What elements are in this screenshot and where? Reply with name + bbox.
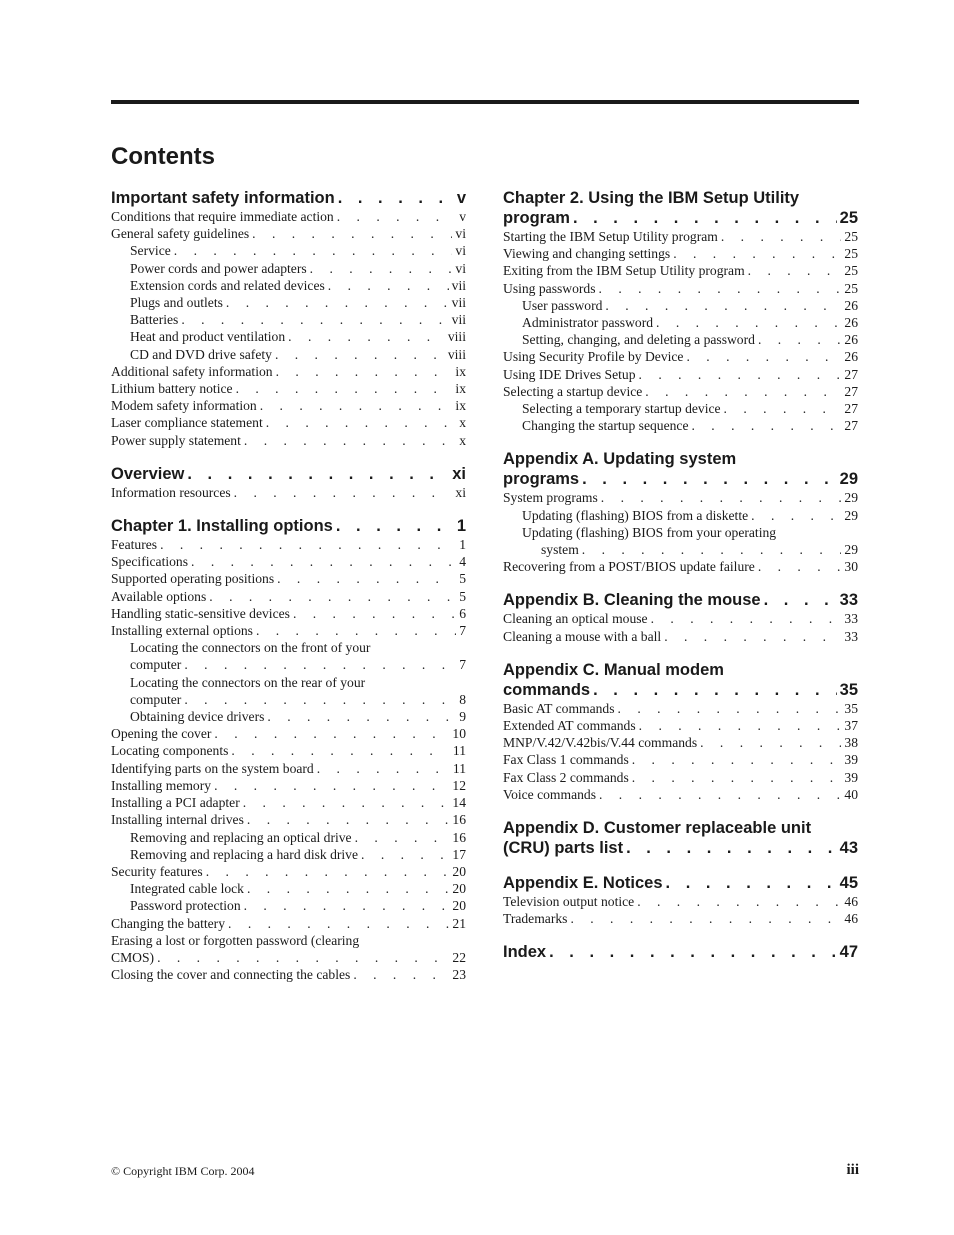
toc-section-appendix-b bbox=[503, 590, 858, 644]
toc-heading-appendix-c[interactable]: commands . . . 35 bbox=[503, 680, 858, 700]
toc-entry[interactable]: Removing and replacing a hard disk drive . . . 17 bbox=[111, 846, 466, 863]
toc-entry-wrap-line[interactable]: Erasing a lost or forgotten password (clearing bbox=[111, 932, 360, 948]
toc-entry[interactable]: CD and DVD drive safety . . . viii bbox=[111, 346, 466, 363]
toc-entry[interactable]: MNP/V.42/V.42bis/V.44 commands . . . 38 bbox=[503, 734, 858, 751]
toc-entry[interactable]: Fax Class 1 commands . . . 39 bbox=[503, 751, 858, 768]
toc-entry[interactable]: Plugs and outlets . . . vii bbox=[111, 294, 466, 311]
toc-entry[interactable]: Power cords and power adapters . . . vi bbox=[111, 260, 466, 277]
toc-entry[interactable]: Supported operating positions . . . 5 bbox=[111, 570, 466, 587]
toc-section-appendix-d bbox=[503, 818, 858, 858]
toc-entry[interactable]: Handling static-sensitive devices . . . 6 bbox=[111, 605, 466, 622]
toc-section-chapter-1 bbox=[111, 516, 466, 983]
toc-entry[interactable]: Installing external options . . . 7 bbox=[111, 622, 466, 639]
toc-entry[interactable]: Specifications . . . 4 bbox=[111, 553, 466, 570]
toc-entry[interactable]: Installing a PCI adapter . . . 14 bbox=[111, 794, 466, 811]
toc-entry[interactable]: Using Security Profile by Device . . . 26 bbox=[503, 348, 858, 365]
toc-entry[interactable]: Conditions that require immediate action . . . v bbox=[111, 208, 466, 225]
toc-heading-wrap-line[interactable]: Appendix A. Updating system bbox=[503, 450, 737, 469]
toc-entry[interactable]: Features . . . 1 bbox=[111, 536, 466, 553]
toc-heading-wrap-line[interactable]: Chapter 2. Using the IBM Setup Utility bbox=[503, 189, 800, 207]
toc-entry[interactable]: Laser compliance statement . . . x bbox=[111, 414, 466, 431]
toc-entry[interactable]: Locating components . . . 11 bbox=[111, 742, 466, 759]
toc-heading-wrap-line[interactable]: Appendix D. Customer replaceable unit bbox=[503, 819, 812, 838]
toc-section-index bbox=[503, 942, 858, 962]
toc-entry[interactable]: computer . . . 7 bbox=[111, 656, 466, 673]
toc-entry[interactable]: Exiting from the IBM Setup Utility program . . . 25 bbox=[503, 262, 858, 279]
toc-section-overview bbox=[111, 464, 466, 501]
toc-entry[interactable]: Installing memory . . . 12 bbox=[111, 777, 466, 794]
toc-entry[interactable]: CMOS) . . . 22 bbox=[111, 949, 466, 966]
toc-entry-wrap-line[interactable]: Locating the connectors on the rear of your bbox=[130, 674, 366, 690]
toc-entry[interactable]: User password . . . 26 bbox=[503, 297, 858, 314]
toc-column-left bbox=[111, 188, 466, 998]
toc-entry[interactable]: General safety guidelines . . . vi bbox=[111, 225, 466, 242]
top-rule bbox=[111, 100, 859, 104]
toc-entry[interactable]: Viewing and changing settings . . . 25 bbox=[503, 245, 858, 262]
toc-entry[interactable]: Opening the cover . . . 10 bbox=[111, 725, 466, 742]
toc-entry[interactable]: Updating (flashing) BIOS from a diskette . . . 29 bbox=[503, 507, 858, 524]
copyright-notice: © Copyright IBM Corp. 2004 bbox=[111, 1164, 255, 1178]
toc-section-appendix-e bbox=[503, 873, 858, 927]
toc-heading-wrap-line[interactable]: Appendix C. Manual modem bbox=[503, 660, 724, 679]
toc-heading-chapter-2[interactable]: program . . . 25 bbox=[503, 208, 858, 228]
toc-entry-wrap-line[interactable]: Updating (flashing) BIOS from your operating bbox=[522, 524, 777, 540]
toc-entry[interactable]: Installing internal drives . . . 16 bbox=[111, 811, 466, 828]
toc-entry[interactable]: Setting, changing, and deleting a password . . . 26 bbox=[503, 331, 858, 348]
toc-entry[interactable]: Power supply statement . . . x bbox=[111, 432, 466, 449]
toc-entry[interactable]: Extended AT commands . . . 37 bbox=[503, 717, 858, 734]
toc-entry[interactable]: Administrator password . . . 26 bbox=[503, 314, 858, 331]
toc-entry[interactable]: Information resources . . . xi bbox=[111, 484, 466, 501]
toc-entry[interactable]: system . . . 29 bbox=[503, 541, 858, 558]
toc-entry[interactable]: Using passwords . . . 25 bbox=[503, 280, 858, 297]
toc-entry[interactable]: Modem safety information . . . ix bbox=[111, 397, 466, 414]
toc-entry[interactable]: Changing the startup sequence . . . 27 bbox=[503, 417, 858, 434]
page-number: iii bbox=[846, 1162, 859, 1178]
toc-entry[interactable]: Selecting a temporary startup device . . . 27 bbox=[503, 400, 858, 417]
toc-section-safety bbox=[111, 188, 466, 449]
toc-entry[interactable]: Fax Class 2 commands . . . 39 bbox=[503, 769, 858, 786]
toc-entry[interactable]: Integrated cable lock . . . 20 bbox=[111, 880, 466, 897]
toc-entry[interactable]: Batteries . . . vii bbox=[111, 311, 466, 328]
toc-entry[interactable]: Security features . . . 20 bbox=[111, 863, 466, 880]
toc-entry[interactable]: Changing the battery . . . 21 bbox=[111, 915, 466, 932]
toc-entry[interactable]: Identifying parts on the system board . . . 11 bbox=[111, 760, 466, 777]
page-title: Contents bbox=[111, 143, 215, 170]
toc-entry-wrap-line[interactable]: Locating the connectors on the front of your bbox=[130, 640, 371, 656]
toc-entry[interactable]: Starting the IBM Setup Utility program . . . 25 bbox=[503, 228, 858, 245]
toc-heading-appendix-e[interactable]: Appendix E. Notices . . . 45 bbox=[503, 873, 858, 893]
toc-entry[interactable]: Obtaining device drivers . . . 9 bbox=[111, 708, 466, 725]
toc-heading-chapter-1[interactable]: Chapter 1. Installing options . . . 1 bbox=[111, 516, 466, 536]
toc-section-appendix-c bbox=[503, 660, 858, 803]
toc-section-chapter-2 bbox=[503, 188, 858, 434]
toc-entry[interactable]: Password protection . . . 20 bbox=[111, 897, 466, 914]
toc-heading-safety[interactable]: Important safety information . . . v bbox=[111, 188, 466, 208]
toc-heading-overview[interactable]: Overview . . . xi bbox=[111, 464, 466, 484]
toc-entry[interactable]: Basic AT commands . . . 35 bbox=[503, 700, 858, 717]
toc-entry[interactable]: Recovering from a POST/BIOS update failure . . . 30 bbox=[503, 558, 858, 575]
toc-heading-appendix-b[interactable]: Appendix B. Cleaning the mouse . . . 33 bbox=[503, 590, 858, 610]
toc-entry[interactable]: Lithium battery notice . . . ix bbox=[111, 380, 466, 397]
toc-section-appendix-a bbox=[503, 449, 858, 575]
toc-entry[interactable]: computer . . . 8 bbox=[111, 691, 466, 708]
toc-entry[interactable]: Trademarks . . . 46 bbox=[503, 910, 858, 927]
toc-entry[interactable]: Additional safety information . . . ix bbox=[111, 363, 466, 380]
toc-entry[interactable]: Extension cords and related devices . . . vii bbox=[111, 277, 466, 294]
toc-column-right bbox=[503, 188, 858, 977]
toc-heading-appendix-d[interactable]: (CRU) parts list . . . 43 bbox=[503, 838, 858, 858]
toc-entry[interactable]: Service . . . vi bbox=[111, 242, 466, 259]
toc-entry[interactable]: Television output notice . . . 46 bbox=[503, 893, 858, 910]
toc-entry[interactable]: Heat and product ventilation . . . viii bbox=[111, 328, 466, 345]
toc-heading-index[interactable]: Index . . . 47 bbox=[503, 942, 858, 962]
toc-entry[interactable]: System programs . . . 29 bbox=[503, 489, 858, 506]
toc-entry[interactable]: Cleaning an optical mouse . . . 33 bbox=[503, 610, 858, 627]
toc-entry[interactable]: Closing the cover and connecting the cables . . . 23 bbox=[111, 966, 466, 983]
toc-entry[interactable]: Removing and replacing an optical drive . . . 16 bbox=[111, 829, 466, 846]
toc-entry[interactable]: Cleaning a mouse with a ball . . . 33 bbox=[503, 628, 858, 645]
toc-heading-appendix-a[interactable]: programs . . . 29 bbox=[503, 469, 858, 489]
toc-entry[interactable]: Using IDE Drives Setup . . . 27 bbox=[503, 366, 858, 383]
toc-entry[interactable]: Voice commands . . . 40 bbox=[503, 786, 858, 803]
toc-entry[interactable]: Selecting a startup device . . . 27 bbox=[503, 383, 858, 400]
toc-entry[interactable]: Available options . . . 5 bbox=[111, 588, 466, 605]
